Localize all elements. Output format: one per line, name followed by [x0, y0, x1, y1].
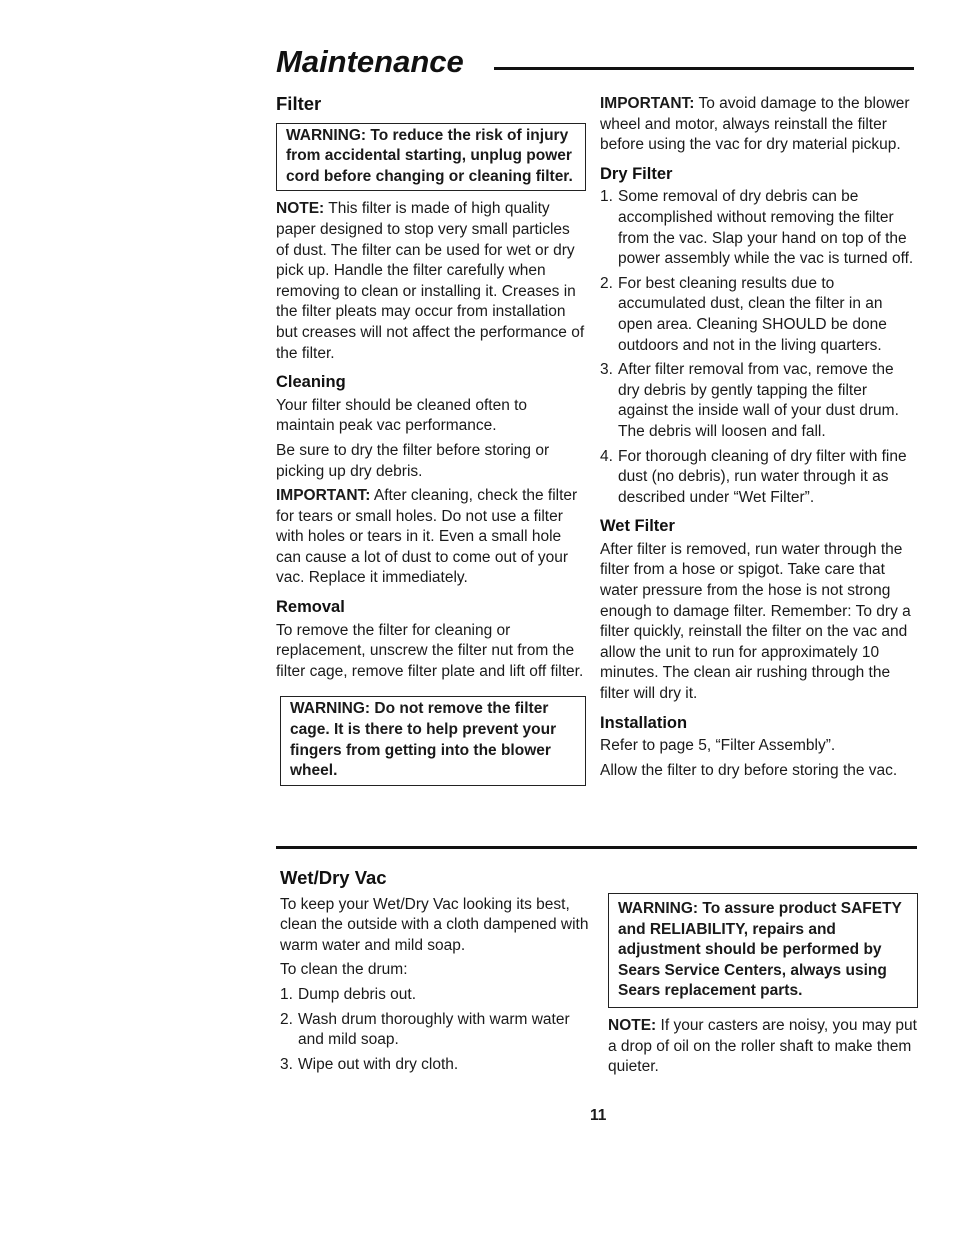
list-item: 1. Some removal of dry debris can be accomplished without removing the filter from the vac. Slap your hand on top of the power assembly while the vac is turned off.	[600, 188, 914, 268]
drum-cleaning-list	[280, 985, 590, 1075]
removal-heading: Removal	[276, 598, 345, 617]
page-number: 11	[590, 1107, 607, 1124]
dry-filter-list	[600, 187, 916, 508]
installation-p2: Allow the filter to dry before storing the vac.	[600, 761, 898, 779]
important-reinstall	[600, 94, 916, 156]
cleaning-important	[276, 486, 586, 589]
note-label: NOTE:	[276, 200, 325, 218]
dry-filter-heading: Dry Filter	[600, 164, 673, 183]
important2-label: IMPORTANT:	[600, 95, 695, 112]
title-rule	[494, 67, 914, 70]
section-divider	[276, 846, 917, 849]
list-item: 2. For best cleaning results due to accumulated dust, clean the filter in an open area. Cleaning SHOULD be done outdoors and not in the living quarters.	[600, 274, 887, 354]
installation-p1: Refer to page 5, “Filter Assembly”.	[600, 737, 836, 755]
cleaning-p2: Be sure to dry the filter before storing or picking up dry debris.	[276, 441, 550, 480]
important2-text: To avoid damage to the blower wheel and motor, always reinstall the filter before using the vac for dry material pickup.	[600, 95, 910, 154]
list-item: 2. Wash drum thoroughly with warm water and mild soap.	[280, 1010, 570, 1049]
wet-filter-p1: After filter is removed, run water through the filter from a hose or spigot. Take care that water pressure from the hose is not strong enough to damage filter. Remember: To dry a filter quickly, reinstall the filter on the vac and allow the unit to run for approximately 10 minutes. The clean air rushing through the filter will dry it.	[600, 540, 911, 703]
page-title: Maintenance	[276, 44, 464, 79]
wetdry-left-column	[280, 868, 590, 1079]
list-item: 4. For thorough cleaning of dry filter with fine dust (no debris), run water through it as described under “Wet Filter”.	[600, 447, 907, 506]
list-item: 1. Dump debris out.	[280, 985, 417, 1003]
filter-heading: Filter	[276, 93, 322, 114]
installation-heading: Installation	[600, 713, 688, 732]
service-warning-box: WARNING: To assure product SAFETY and RELIABILITY, repairs and adjustment should be performed by Sears Service Centers, always using Sears replacement parts.	[608, 893, 918, 1008]
wet-filter-heading: Wet Filter	[600, 517, 675, 536]
filter-warning-box: WARNING: To reduce the risk of injury from accidental starting, unplug power cord before changing or cleaning filter.	[276, 123, 586, 192]
note-text: If your casters are noisy, you may put a drop of oil on the roller shaft to make them quieter.	[608, 1016, 917, 1076]
important-text: After cleaning, check the filter for tears or small holes. Do not use a filter with holes or tears in it. Even a small hole can cause a lot of dust to come out of your vac. Replace it immediately.	[276, 487, 578, 587]
wetdry-p1: To keep your Wet/Dry Vac looking its best, clean the outside with a cloth dampened with warm water and mild soap.	[280, 895, 589, 954]
wetdry-heading: Wet/Dry Vac	[280, 867, 387, 888]
removal-p1: To remove the filter for cleaning or replacement, unscrew the filter nut from the filter cage, remove filter plate and lift off filter.	[276, 621, 584, 680]
removal-warning-box: WARNING: Do not remove the filter cage. It is there to help prevent your fingers from getting into the blower wheel.	[280, 696, 586, 785]
wetdry-p2: To clean the drum:	[280, 961, 408, 979]
list-item: 3. After filter removal from vac, remove the dry debris by gently tapping the filter against the inside wall of your dust drum. The debris will loosen and fall.	[600, 361, 899, 440]
right-column	[600, 94, 916, 785]
cleaning-heading: Cleaning	[276, 373, 346, 392]
wetdry-right-column	[608, 893, 918, 1082]
important-label: IMPORTANT:	[276, 487, 371, 505]
filter-note	[276, 199, 586, 364]
note-text: This filter is made of high quality paper designed to stop very small particles of dust. The filter can be used for wet or dry pick up. Handle the filter carefully when removing to clean or installing it. Creases in the filter pleats may occur from installation but creases will not affect the performance of the filter.	[276, 200, 585, 362]
casters-note	[608, 1016, 918, 1078]
list-item: 3. Wipe out with dry cloth.	[280, 1055, 459, 1073]
left-column	[276, 94, 586, 794]
cleaning-p1: Your filter should be cleaned often to maintain peak vac performance.	[276, 396, 528, 435]
note-label: NOTE:	[608, 1016, 657, 1034]
